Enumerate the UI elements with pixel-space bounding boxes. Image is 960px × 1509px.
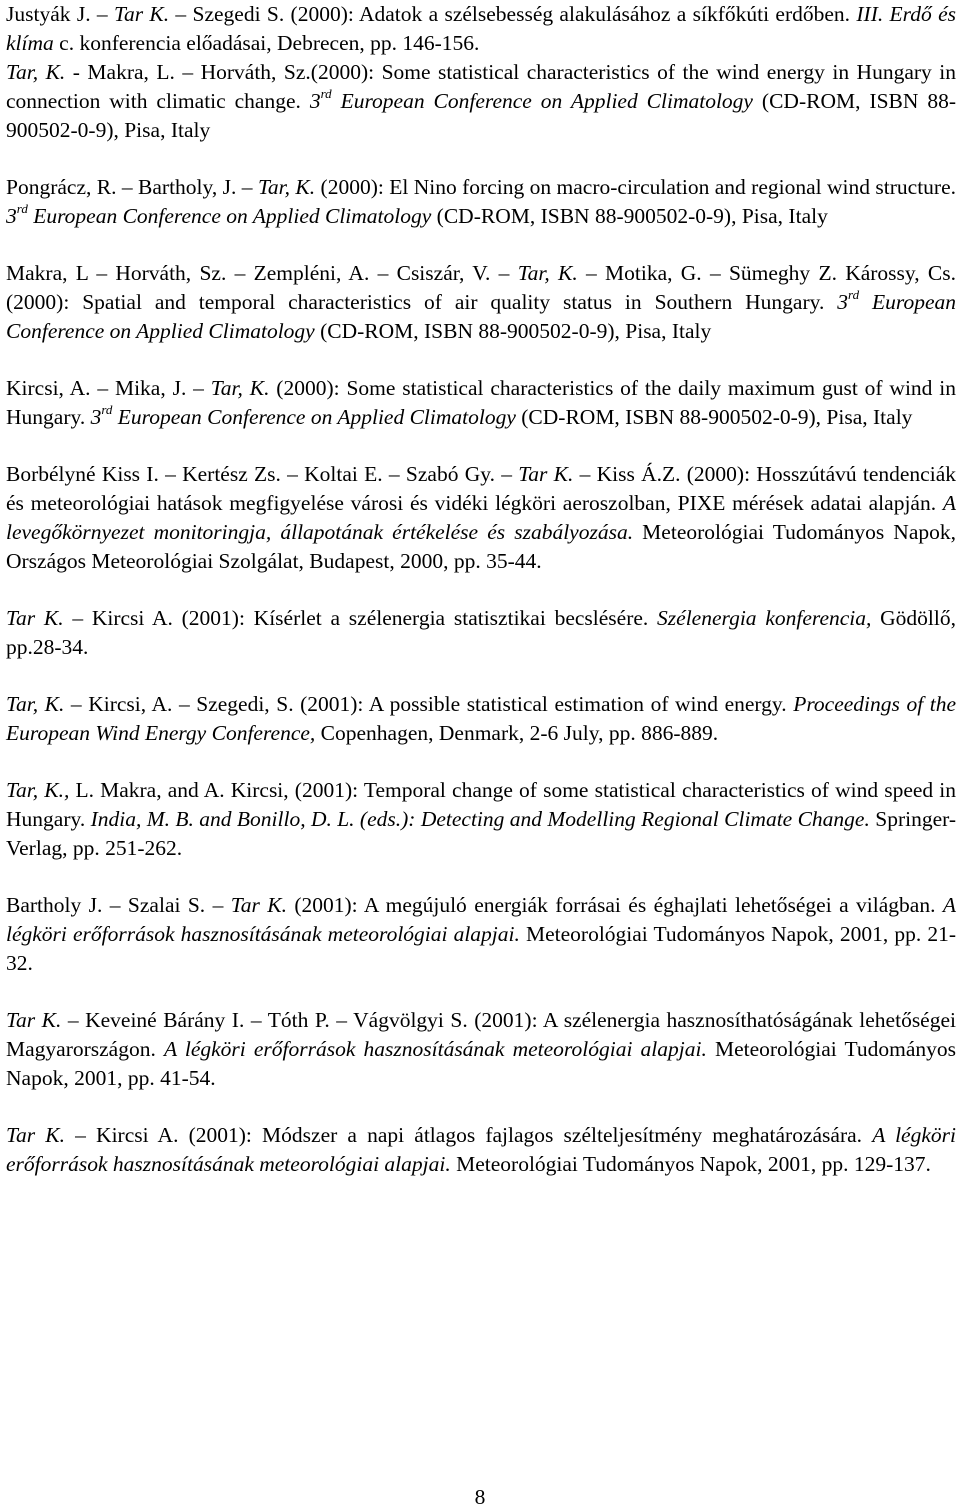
reference-text: Meteorológiai Tudományos Napok, 2001, pp. 41-54.	[6, 1037, 957, 1090]
italic-text: Tar K.	[6, 1123, 65, 1147]
reference-text: – Kircsi A. (2001): Módszer a napi átlagos fajlagos szélteljesítmény meghatározására.	[64, 1123, 873, 1147]
reference-text: (CD-ROM, ISBN 88-900502-0-9), Pisa, Italy	[515, 405, 913, 429]
italic-text: Tar, K.	[6, 60, 66, 84]
reference-text: – Keveiné Bárány I. – Tóth P. – Vágvölgyi S. (2001): A szélenergia hasznosíthatóságának lehetőségei Magyarországon.	[6, 1008, 956, 1061]
reference-text: L. Makra, and A. Kircsi, (2001): Temporal change of some statistical characteristics of wind speed in Hungary.	[6, 778, 957, 831]
italic-text: Tar, K.	[6, 692, 65, 716]
reference-entry	[6, 776, 956, 863]
reference-text: Gödöllő, pp.28-34.	[6, 606, 956, 659]
reference-text: c. konferencia előadásai, Debrecen, pp. 146-156.	[53, 31, 480, 55]
reference-text: – Kircsi A. (2001): Kísérlet a szélenergia statisztikai becslésére.	[63, 606, 658, 630]
italic-text: A légköri erőforrások hasznosításának meteorológiai alapjai.	[163, 1037, 707, 1061]
ordinal-suffix: rd	[16, 200, 28, 216]
italic-text: A levegőkörnyezet monitoringja, állapotának értékelése és szabályozása.	[6, 491, 956, 544]
reference-entry	[6, 460, 956, 576]
reference-entry	[6, 173, 956, 231]
reference-entry	[6, 58, 956, 145]
reference-text: (2001): A megújuló energiák forrásai és éghajlati lehetőségei a világban.	[286, 893, 943, 917]
reference-text: (2000): Some statistical characteristics of the daily maximum gust of wind in Hungary.	[6, 376, 956, 429]
italic-text: Tar, K.,	[6, 778, 70, 802]
italic-text: Szélenergia konferencia,	[657, 606, 872, 630]
reference-text: – Motika, G. – Sümeghy Z. Károssy, Cs. (2000): Spatial and temporal characteristics of air quality status in Southern Hungary.	[6, 261, 956, 314]
italic-text: Tar, K.	[257, 175, 316, 199]
reference-spacer	[6, 1093, 956, 1121]
italic-text: A légköri erőforrások hasznosításának meteorológiai alapjai.	[6, 893, 956, 946]
italic-text: European Conference on Applied	[331, 89, 638, 113]
italic-text: Tar, K.	[517, 261, 578, 285]
reference-text: Meteorológiai Tudományos Napok, 2001, pp. 21-32.	[6, 922, 956, 975]
reference-text: – Kiss Á.Z. (2000): Hosszútávú tendenciák és meteorológiai hatások megfigyelése városi és vidéki légköri aeroszolban, PIXE mérések adatai alapján.	[6, 462, 956, 515]
reference-spacer	[6, 346, 956, 374]
reference-spacer	[6, 662, 956, 690]
reference-entry	[6, 604, 956, 662]
italic-text: European Conference on Applied Climatology	[27, 204, 432, 228]
reference-entry	[6, 1121, 956, 1179]
reference-text: Copenhagen, Denmark, 2-6 July, pp. 886-889.	[315, 721, 719, 745]
reference-text: - Makra, L. – Horváth, Sz.(2000): Some statistical characteristics of the wind energy in Hungary in connection with climatic change.	[6, 60, 956, 113]
reference-text: Springer-Verlag, pp. 251-262.	[6, 807, 957, 860]
reference-spacer	[6, 978, 956, 1006]
reference-text: Meteorológiai Tudományos Napok, Országos Meteorológiai Szolgálat, Budapest, 2000, pp. 35-44.	[6, 520, 956, 573]
reference-text: Makra, L – Horváth, Sz. – Zempléni, A. – Csiszár, V. –	[6, 261, 518, 285]
reference-list	[6, 0, 956, 1179]
reference-spacer	[6, 231, 956, 259]
italic-text: Tar K.	[6, 606, 64, 630]
reference-spacer	[6, 145, 956, 173]
reference-text: Meteorológiai Tudományos Napok, 2001, pp. 129-137.	[450, 1152, 931, 1176]
reference-text: (CD-ROM, ISBN 88-900502-0-9), Pisa, Italy	[314, 319, 712, 343]
italic-text: Tar K.	[113, 2, 170, 26]
italic-text: European Conference on Applied Climatology	[6, 290, 956, 343]
reference-text: (CD-ROM, ISBN 88-900502-0-9), Pisa, Italy	[431, 204, 828, 228]
italic-text: 3	[837, 290, 848, 314]
reference-text: Bartholy J. – Szalai S. –	[6, 893, 231, 917]
italic-text: Climatology	[646, 89, 753, 113]
reference-text: – Kircsi, A. – Szegedi, S. (2001): A possible statistical estimation of wind energy.	[64, 692, 794, 716]
reference-text: Justyák J. –	[6, 2, 114, 26]
reference-text: Kircsi, A. – Mika, J. –	[6, 376, 211, 400]
ordinal-suffix: rd	[320, 85, 332, 101]
reference-text: (2000): El Nino forcing on macro-circulation and regional wind structure.	[315, 175, 957, 199]
reference-text: Borbélyné Kiss I. – Kertész Zs. – Koltai E. – Szabó Gy. –	[6, 462, 519, 486]
italic-text: Tar, K.	[210, 376, 270, 400]
italic-text: 3	[6, 204, 17, 228]
reference-entry	[6, 891, 956, 978]
italic-text: A légköri erőforrások hasznosításának meteorológiai alapjai.	[6, 1123, 956, 1176]
reference-spacer	[6, 863, 956, 891]
reference-entry	[6, 1006, 956, 1093]
italic-text: Proceedings of the European Wind Energy Conference,	[6, 692, 956, 745]
reference-entry	[6, 690, 956, 748]
italic-text: European Conference on Applied Climatology	[112, 405, 516, 429]
italic-text: 3	[309, 89, 321, 113]
italic-text: 3	[90, 405, 102, 429]
page-number: 8	[474, 1485, 486, 1509]
italic-text: Tar K.	[6, 1008, 62, 1032]
ordinal-suffix: rd	[101, 401, 113, 417]
reference-spacer	[6, 432, 956, 460]
reference-entry	[6, 374, 956, 432]
reference-spacer	[6, 576, 956, 604]
reference-text	[638, 89, 647, 113]
reference-entry	[6, 0, 956, 58]
reference-text: (CD-ROM, ISBN 88-900502-0-9), Pisa, Italy	[6, 89, 957, 142]
italic-text: III. Erdő és klíma	[6, 2, 956, 55]
ordinal-suffix: rd	[848, 286, 860, 302]
italic-text: India, M. B. and Bonillo, D. L. (eds.): Detecting and Modelling Regional Climate Change.	[90, 807, 870, 831]
reference-text: Pongrácz, R. – Bartholy, J. –	[6, 175, 258, 199]
reference-text: – Szegedi S. (2000): Adatok a szélsebesség alakulásához a síkfőkúti erdőben.	[169, 2, 857, 26]
reference-spacer	[6, 748, 956, 776]
italic-text: Tar K.	[230, 893, 287, 917]
italic-text: Tar K.	[518, 462, 574, 486]
reference-entry	[6, 259, 956, 346]
